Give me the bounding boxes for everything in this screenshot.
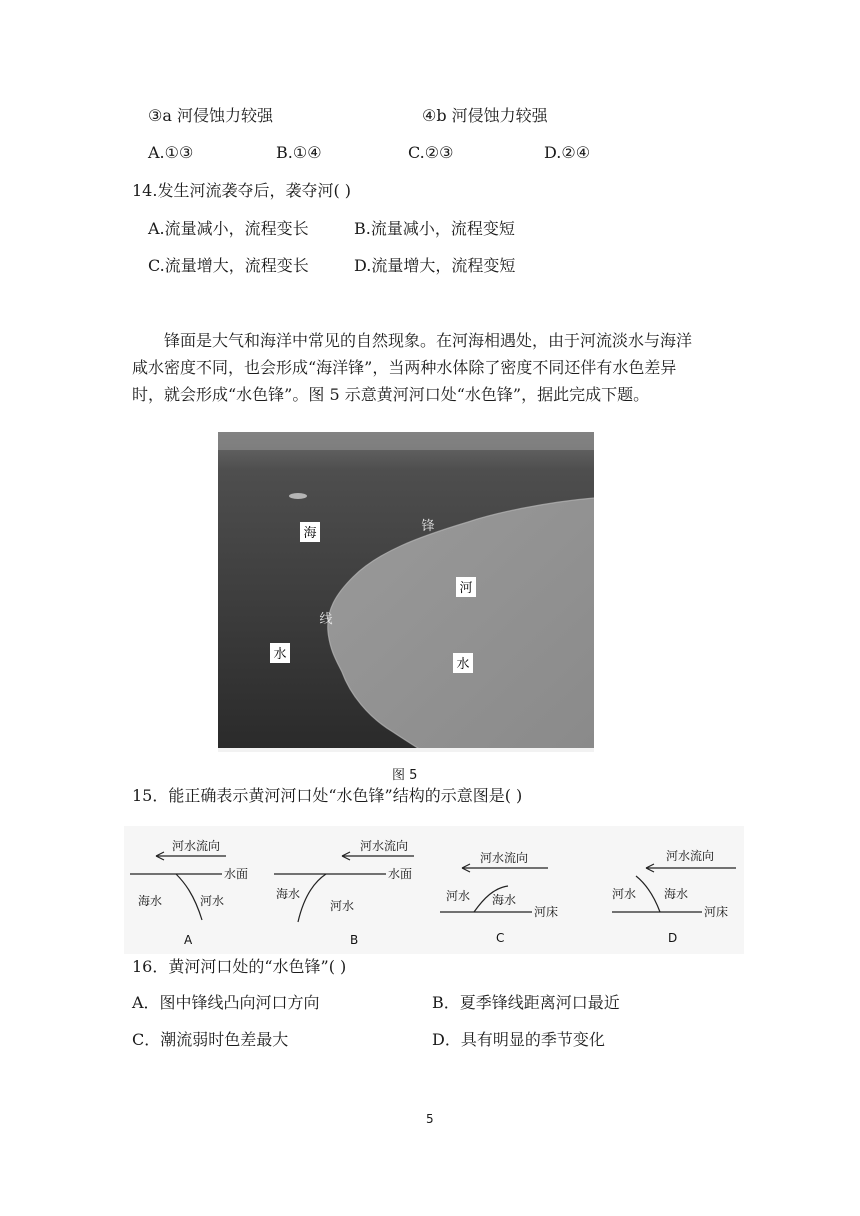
diagram-c-bed: 河床	[534, 905, 559, 919]
diagram-b-left: 海水	[276, 887, 301, 901]
photo-label-shui-right: 水	[456, 657, 470, 672]
q15-stem: 15．能正确表示黄河河口处“水色锋”结构的示意图是( )	[132, 786, 523, 805]
diagram-d-right: 海水	[664, 887, 689, 901]
diagram-b-flow: 河水流向	[360, 839, 409, 853]
q13-option-4: ④b 河侵蚀力较强	[422, 106, 548, 125]
q13-choice-c: C.②③	[408, 143, 454, 162]
diagram-a-flow: 河水流向	[172, 839, 221, 853]
diagram-b-surface: 水面	[388, 867, 413, 881]
diagram-d-letter: D	[668, 931, 678, 945]
diagram-a-right: 河水	[200, 894, 225, 908]
passage	[132, 327, 732, 408]
q14-choice-b: B.流量减小，流程变短	[354, 219, 515, 238]
q16-stem: 16．黄河河口处的“水色锋”( )	[132, 957, 347, 976]
q14-choice-c: C.流量增大，流程变长	[148, 256, 309, 275]
q13-choice-a: A.①③	[148, 143, 194, 162]
diagram-d-flow: 河水流向	[666, 849, 715, 863]
photo-label-hai: 海	[303, 526, 317, 541]
figure5-photo	[218, 432, 594, 752]
photo-label-xian: 线	[319, 612, 333, 627]
photo-label-he: 河	[459, 581, 473, 596]
q16-choice-d: D．具有明显的季节变化	[432, 1030, 605, 1049]
q15-diagrams	[124, 826, 744, 954]
q13-choice-d: D.②④	[544, 143, 591, 162]
diagram-d-bed: 河床	[704, 905, 729, 919]
diagram-d-left: 河水	[612, 887, 637, 901]
passage-line: 咸水密度不同，也会形成“海洋锋”，当两种水体除了密度不同还伴有水色差异	[132, 358, 677, 377]
diagram-a-left: 海水	[138, 894, 163, 908]
q16-choice-b: B．夏季锋线距离河口最近	[432, 993, 620, 1012]
q14-choice-d: D.流量增大，流程变短	[354, 256, 516, 275]
diagram-c-flow: 河水流向	[480, 851, 529, 865]
diagram-b-right: 河水	[330, 899, 355, 913]
q14-choice-a: A.流量减小，流程变长	[148, 219, 309, 238]
diagram-a-letter: A	[184, 933, 193, 947]
q13-choice-b: B.①④	[276, 143, 322, 162]
q14-stem: 14.发生河流袭夺后，袭夺河( )	[132, 181, 352, 200]
page-number: 5	[426, 1112, 434, 1126]
passage-line: 时，就会形成“水色锋”。图 5 示意黄河河口处“水色锋”，据此完成下题。	[132, 385, 650, 404]
diagram-c-left: 河水	[446, 889, 471, 903]
diagram-c-letter: C	[496, 931, 505, 945]
diagram-a-surface: 水面	[224, 867, 249, 881]
photo-label-shui-left: 水	[273, 647, 287, 662]
diagram-c-right: 海水	[492, 893, 517, 907]
passage-line: 锋面是大气和海洋中常见的自然现象。在河海相遇处，由于河流淡水与海洋	[164, 331, 693, 350]
photo-label-feng: 锋	[421, 519, 435, 534]
diagram-b-letter: B	[350, 933, 359, 947]
q13-option-3: ③a 河侵蚀力较强	[148, 106, 273, 125]
figure5-caption: 图 5	[392, 768, 418, 783]
q16-choice-a: A．图中锋线凸向河口方向	[132, 993, 320, 1012]
q16-choice-c: C．潮流弱时色差最大	[132, 1030, 289, 1049]
